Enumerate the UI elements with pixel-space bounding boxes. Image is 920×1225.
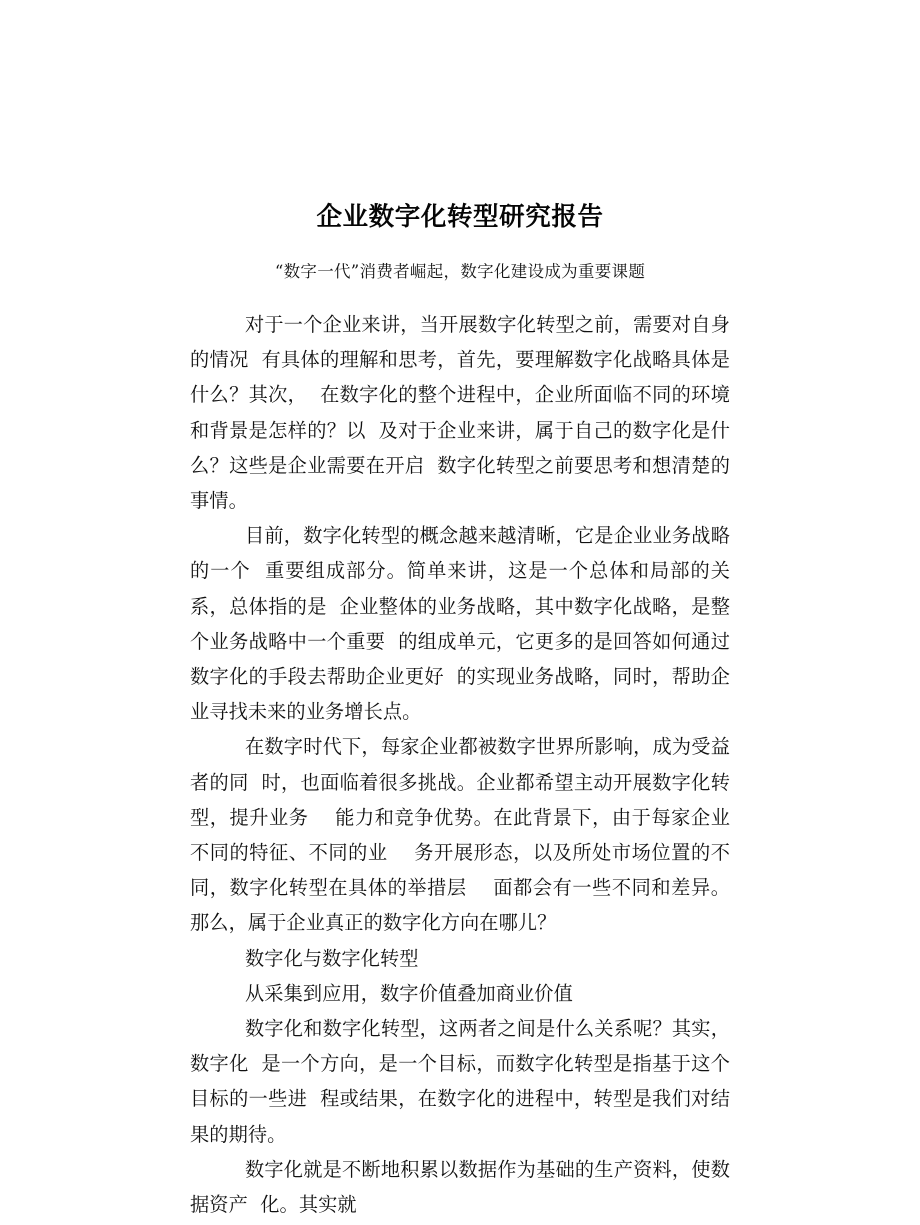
document-content [190,200,730,1222]
document-title: 企业数字化转型研究报告 [316,202,604,232]
section-heading-1: 数字化与数字化转型 [245,946,419,970]
section-heading-2: 从采集到应用，数字价值叠加商业价值 [245,981,573,1005]
body-paragraph-5: 数字化就是不断地积累以数据作为基础的生产资料，使数据资产 化。其实就 [190,1157,730,1217]
body-paragraph-3: 在数字时代下，每家企业都被数字世界所影响，成为受益者的同 时，也面临着很多挑战。企业都希望主动开展数字化转型，提升业务 能力和竞争优势。在此背景下，由于每家企业不同的特征、不同的业 务开展形态，以及所处市场位置的不同，数字化转型在具体的举措层 面都会有一些不同和差异。那么，属于企业真正的数字化方向在哪儿？ [190,735,730,935]
document-subtitle: “数字一代”消费者崛起，数字化建设成为重要课题 [274,262,646,281]
body-paragraph-4: 数字化和数字化转型，这两者之间是什么关系呢？其实，数字化 是一个方向，是一个目标，而数字化转型是指基于这个目标的一些进 程或结果，在数字化的进程中，转型是我们对结果的期待。 [190,1017,730,1146]
body-paragraph-2: 目前，数字化转型的概念越来越清晰，它是企业业务战略的一个 重要组成部分。简单来讲，这是一个总体和局部的关系，总体指的是 企业整体的业务战略，其中数字化战略，是整个业务战略中一个重要 的组成单元，它更多的是回答如何通过数字化的手段去帮助企业更好 的实现业务战略，同时，帮助企业寻找未来的业务增长点。 [190,524,730,724]
body-paragraph-1: 对于一个企业来讲，当开展数字化转型之前，需要对自身的情况 有具体的理解和思考，首先，要理解数字化战略具体是什么？其次， 在数字化的整个进程中，企业所面临不同的环境和背景是怎样的？以 及对于企业来讲，属于自己的数字化是什么？这些是企业需要在开启 数字化转型之前要思考和想清楚的事情。 [190,313,730,513]
